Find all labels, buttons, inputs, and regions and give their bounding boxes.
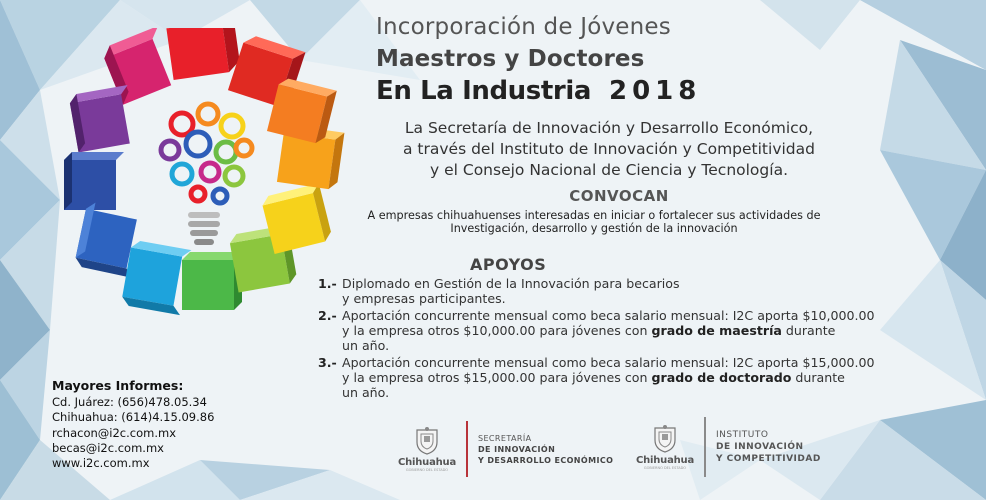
title-line-3	[376, 76, 701, 106]
apoyos-heading: APOYOS	[470, 255, 547, 274]
apoyo-text: durante	[781, 323, 836, 338]
apoyos-list	[318, 276, 958, 402]
logo-divider	[704, 417, 706, 477]
title-year: 2018	[608, 76, 702, 106]
instituto-line-2: DE INNOVACIÓN	[716, 442, 804, 452]
instituto-line-1: INSTITUTO	[716, 430, 769, 440]
apoyo-item-3	[318, 355, 958, 400]
apoyo-line: un año.	[342, 338, 390, 353]
chihuahua-seal	[634, 424, 696, 470]
secretaria-line-1: SECRETARÍA	[478, 433, 532, 443]
contact-block	[52, 378, 214, 471]
apoyo-number: 3.-	[318, 355, 337, 370]
coat-of-arms-icon	[412, 426, 442, 456]
apoyo-number: 1.-	[318, 276, 337, 291]
convocan-heading: CONVOCAN	[569, 187, 669, 205]
apoyo-line: y empresas participantes.	[342, 291, 506, 306]
contact-phone-juarez: Cd. Juárez: (656)478.05.34	[52, 395, 207, 410]
contact-heading: Mayores Informes:	[52, 378, 184, 393]
intro-paragraph	[352, 118, 866, 181]
seal-sub: GOBIERNO DEL ESTADO	[643, 466, 687, 470]
logo-instituto	[634, 417, 821, 477]
intro-line-3: y el Consejo Nacional de Ciencia y Tecnología.	[430, 161, 788, 179]
title-line-1: Incorporación de Jóvenes	[376, 14, 671, 40]
chihuahua-seal	[396, 426, 458, 472]
apoyo-line: un año.	[342, 385, 390, 400]
apoyo-line: Aportación concurrente mensual como beca salario mensual: I2C aporta $15,000.00	[342, 355, 875, 370]
apoyo-text: y la empresa otros $15,000.00 para jóvenes con	[342, 370, 652, 385]
apoyo-text: y la empresa otros $10,000.00 para jóvenes con	[342, 323, 652, 338]
apoyo-line: Aportación concurrente mensual como beca salario mensual: I2C aporta $10,000.00	[342, 308, 875, 323]
instituto-name	[716, 429, 821, 465]
target-line-1: A empresas chihuahuenses interesadas en iniciar o fortalecer sus actividades de	[367, 209, 821, 222]
secretaria-line-3: Y DESARROLLO ECONÓMICO	[478, 455, 614, 465]
secretaria-line-2: DE INNOVACIÓN	[478, 444, 556, 454]
apoyo-line	[342, 370, 958, 385]
secretaria-name	[478, 433, 613, 466]
logo-secretaria	[396, 421, 613, 477]
title-line-3-text: En La Industria	[376, 76, 591, 106]
instituto-line-3: Y COMPETITIVIDAD	[716, 454, 821, 464]
apoyo-line: Diplomado en Gestión de la Innovación para becarios	[342, 276, 680, 291]
title-line-2: Maestros y Doctores	[376, 46, 645, 72]
contact-email-becas[interactable]: becas@i2c.com.mx	[52, 440, 164, 455]
seal-sub: GOBIERNO DEL ESTADO	[405, 468, 449, 472]
apoyo-number: 2.-	[318, 308, 337, 323]
apoyo-item-1	[318, 276, 958, 306]
apoyo-line	[342, 323, 958, 338]
seal-word: Chihuahua	[635, 455, 695, 466]
apoyo-text: durante	[791, 370, 845, 385]
coat-of-arms-icon	[650, 424, 680, 454]
logo-divider	[466, 421, 468, 477]
apoyo-bold-text: grado de maestría	[651, 323, 782, 338]
intro-line-1: La Secretaría de Innovación y Desarrollo Económico,	[404, 119, 814, 137]
seal-word: Chihuahua	[397, 457, 457, 468]
apoyo-item-2	[318, 308, 958, 353]
intro-line-2: a través del Instituto de Innovación y Competitividad	[403, 140, 815, 158]
contact-email-rchacon[interactable]: rchacon@i2c.com.mx	[52, 425, 176, 440]
apoyo-bold-text: grado de doctorado	[651, 370, 792, 385]
contact-website[interactable]: www.i2c.com.mx	[52, 456, 150, 471]
target-line-2: Investigación, desarrollo y gestión de la innovación	[450, 222, 738, 235]
target-paragraph	[336, 209, 852, 235]
contact-phone-chihuahua: Chihuahua: (614)4.15.09.86	[52, 410, 215, 425]
